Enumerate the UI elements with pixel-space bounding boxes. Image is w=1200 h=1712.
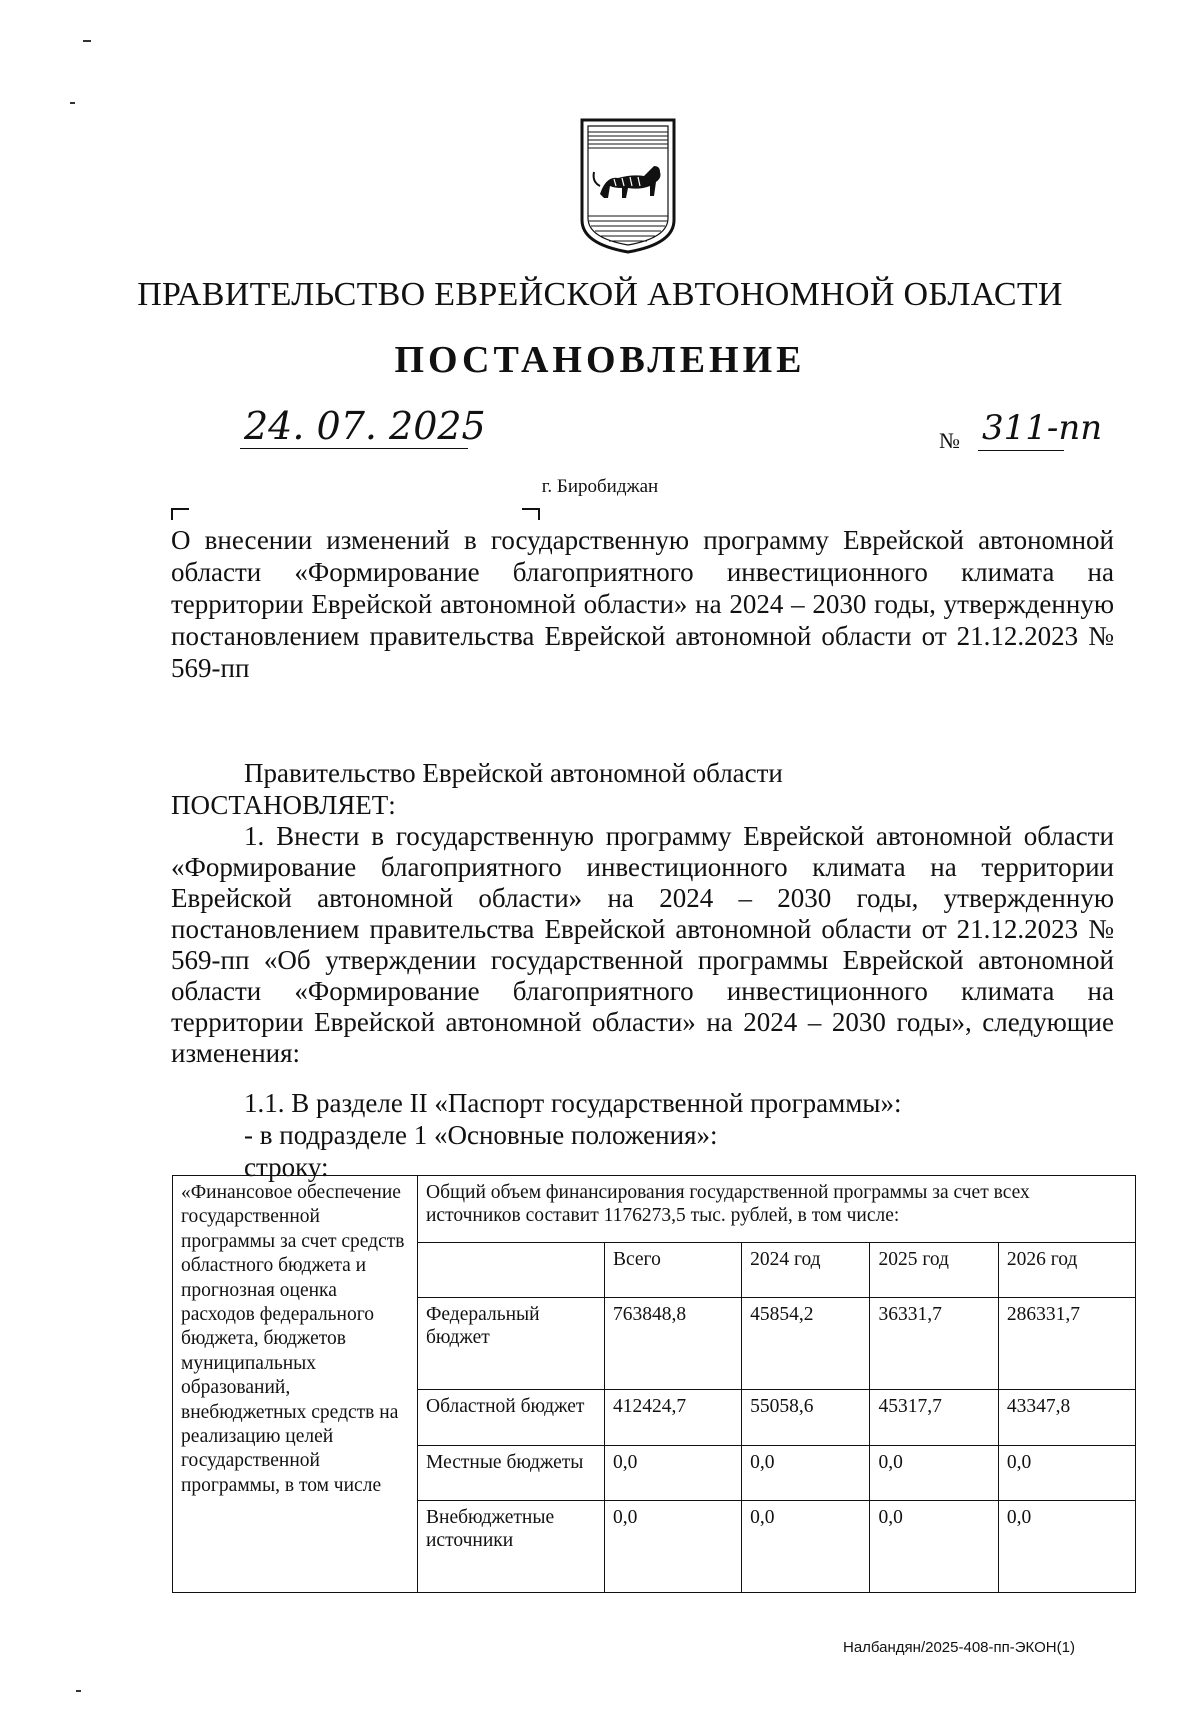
table-cell: 43347,8 xyxy=(998,1390,1135,1445)
decree-number: 311-пп xyxy=(982,408,1103,448)
table-cell: 36331,7 xyxy=(870,1298,998,1390)
table-cell: 763848,8 xyxy=(605,1298,742,1390)
financing-table xyxy=(172,1175,1136,1593)
corner-bracket-right xyxy=(522,508,540,520)
row-label: Федеральный бюджет xyxy=(418,1298,605,1390)
coat-of-arms-emblem xyxy=(578,116,678,256)
decree-subject: О внесении изменений в государственную программу Еврейской автономной области «Формирование благоприятного инвестиционного климата на территории Еврейской автономной области» на 2024 – 2030 годы, утвержденную постановлением правительства Еврейской автономной области от 21.12.2023 № 569-пп xyxy=(171,525,1114,683)
row-label: Внебюджетные источники xyxy=(418,1500,605,1592)
tiger-icon xyxy=(594,166,661,198)
scan-mark xyxy=(76,1690,81,1692)
table-cell: 0,0 xyxy=(605,1500,742,1592)
government-line: Правительство Еврейской автономной области xyxy=(244,758,783,788)
table-cell: 0,0 xyxy=(742,1445,870,1500)
table-cell: 286331,7 xyxy=(998,1298,1135,1390)
table-cell: 0,0 xyxy=(742,1500,870,1592)
number-label: № xyxy=(939,428,960,453)
column-header xyxy=(418,1243,605,1298)
column-header: 2026 год xyxy=(998,1243,1135,1298)
column-header: 2024 год xyxy=(742,1243,870,1298)
document-type: ПОСТАНОВЛЕНИЕ xyxy=(394,339,806,381)
footer-code: Налбандян/2025-408-пп-ЭКОН(1) xyxy=(843,1639,1075,1656)
table-cell: 45854,2 xyxy=(742,1298,870,1390)
row-word: строку: xyxy=(244,1152,329,1182)
table-cell: 45317,7 xyxy=(870,1390,998,1445)
column-header: 2025 год xyxy=(870,1243,998,1298)
table-cell: 55058,6 xyxy=(742,1390,870,1445)
table-cell: 0,0 xyxy=(605,1445,742,1500)
government-title: ПРАВИТЕЛЬСТВО ЕВРЕЙСКОЙ АВТОНОМНОЙ ОБЛАСТИ xyxy=(137,276,1063,313)
table-cell: 0,0 xyxy=(870,1445,998,1500)
financing-summary: Общий объем финансирования государственной программы за счет всех источников составит 1176273,5 тыс. рублей, в том числе: xyxy=(418,1176,1136,1243)
city: г. Биробиджан xyxy=(541,476,659,497)
decree-date: 24. 07. 2025 xyxy=(244,404,486,448)
table-cell: 0,0 xyxy=(998,1445,1135,1500)
row-label: Местные бюджеты xyxy=(418,1445,605,1500)
scan-mark xyxy=(83,40,91,42)
table-row xyxy=(173,1176,1136,1243)
number-underline xyxy=(978,450,1064,451)
date-underline xyxy=(240,448,468,449)
column-header: Всего xyxy=(605,1243,742,1298)
table-cell: 412424,7 xyxy=(605,1390,742,1445)
corner-bracket-left xyxy=(171,508,189,520)
item-1: 1. Внести в государственную программу Еврейской автономной области «Формирование благоприятного инвестиционного климата на территории Еврейской автономной области» на 2024 – 2030 годы, утвержденную постановлением правительства Еврейской автономной области от 21.12.2023 № 569-пп «Об утверждении государственной программы Еврейской автономной области «Формирование благоприятного инвестиционного климата на территории Еврейской автономной области» на 2024 – 2030 годы», следующие изменения: xyxy=(171,821,1114,1068)
subsection-line: - в подразделе 1 «Основные положения»: xyxy=(244,1120,718,1150)
row-label: Областной бюджет xyxy=(418,1390,605,1445)
resolves-line: ПОСТАНОВЛЯЕТ: xyxy=(171,790,396,820)
table-cell: 0,0 xyxy=(998,1500,1135,1592)
scan-mark xyxy=(70,102,75,104)
financing-description: «Финансовое обеспечение государственной программы за счет средств областного бюджета и прогнозная оценка расходов федерального бюджета, бюджетов муниципальных образований, внебюджетных средств на реализацию целей государственной программы, в том числе xyxy=(173,1176,418,1593)
item-1-1: 1.1. В разделе II «Паспорт государственной программы»: xyxy=(244,1088,902,1118)
table-cell: 0,0 xyxy=(870,1500,998,1592)
